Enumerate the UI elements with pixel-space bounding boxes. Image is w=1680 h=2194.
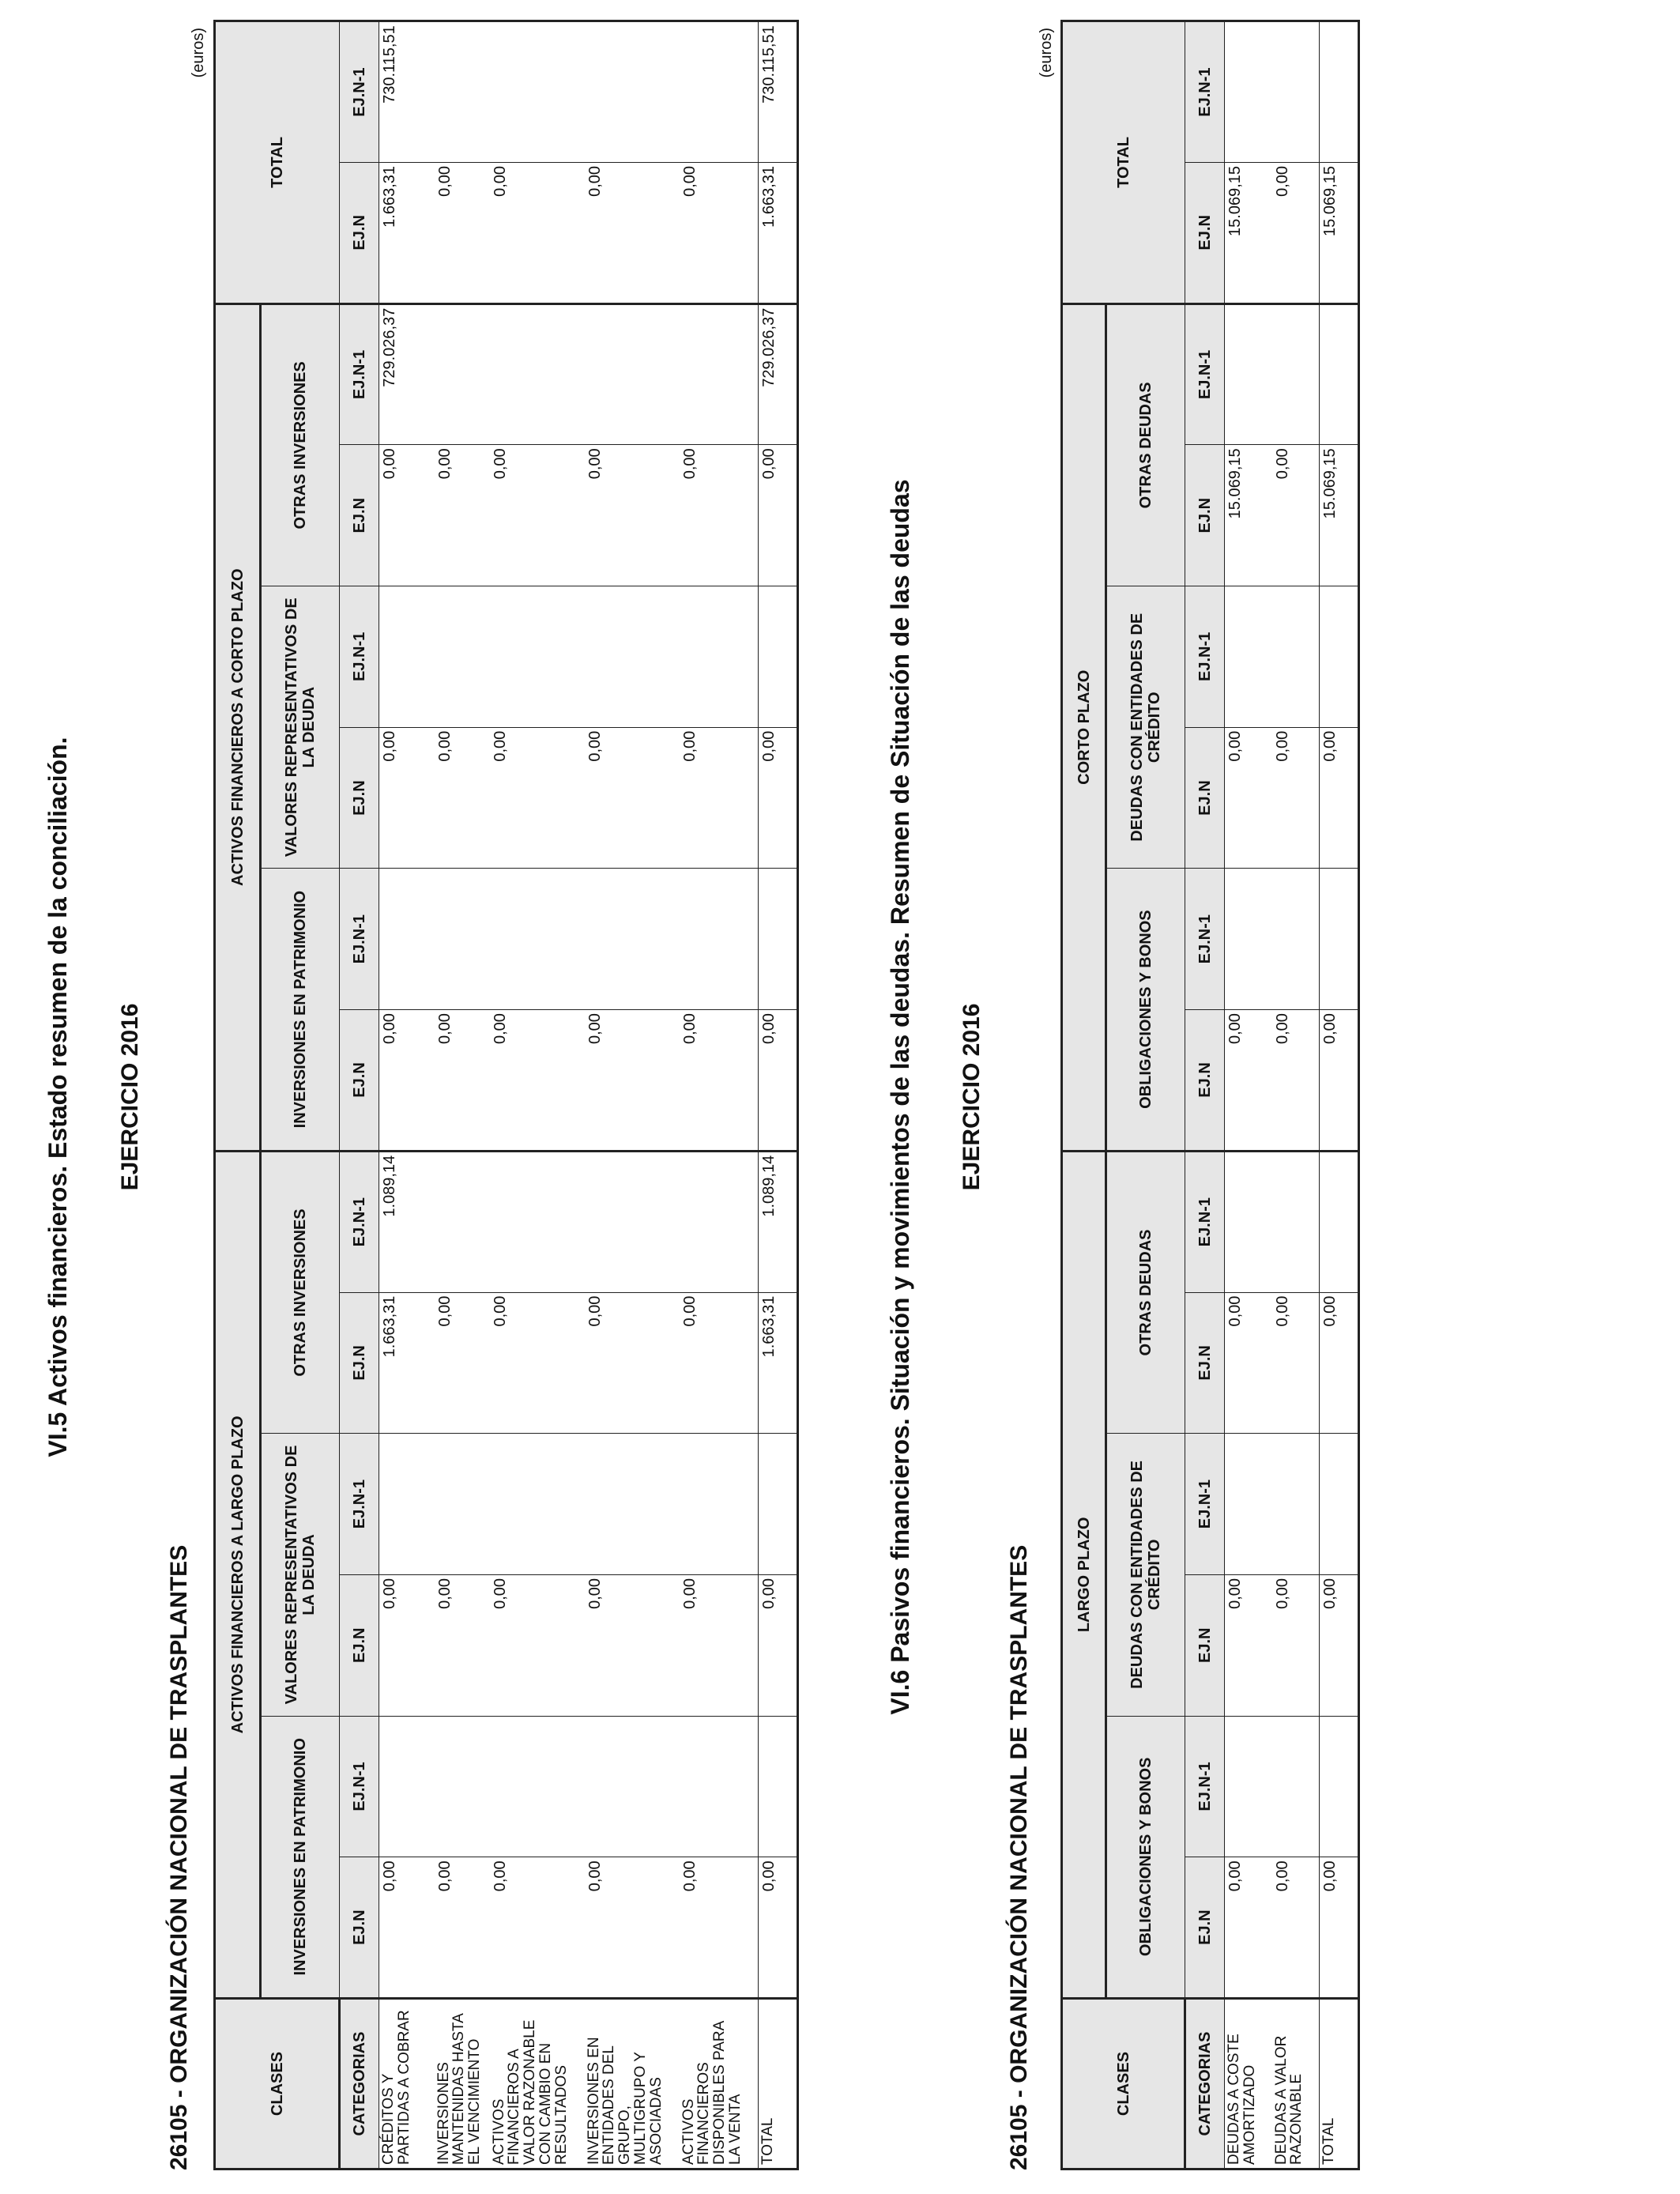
vi6-unit: (euros) — [1038, 28, 1055, 78]
table-cell — [435, 303, 490, 445]
table-cell: 0,00 — [490, 1010, 585, 1152]
table-cell — [585, 303, 680, 445]
ejn-header: EJ.N — [340, 162, 379, 303]
table-cell — [1225, 586, 1272, 728]
table-cell — [490, 1434, 585, 1575]
table-cell: 0,00 — [680, 1857, 759, 1999]
table-cell — [1320, 303, 1359, 445]
table-cell: 0,00 — [680, 1574, 759, 1716]
table-cell — [680, 1151, 759, 1292]
ejn1-header: EJ.N-1 — [340, 303, 379, 445]
table-cell: 0,00 — [1320, 727, 1359, 869]
vi6-cp-deudas-credito: DEUDAS CON ENTIDADES DE CRÉDITO — [1106, 586, 1185, 869]
table-cell — [490, 21, 585, 163]
table-cell — [585, 869, 680, 1010]
vi6-clases-header: CLASES — [1062, 1999, 1185, 2169]
ejn-header: EJ.N — [340, 1010, 379, 1152]
ejn1-header: EJ.N-1 — [340, 1716, 379, 1857]
table-cell — [1320, 21, 1359, 163]
table-cell: 0,00 — [490, 1292, 585, 1434]
row-category: TOTAL — [1320, 1999, 1359, 2169]
table-cell: 0,00 — [759, 445, 798, 586]
ejn1-header: EJ.N-1 — [1185, 1716, 1225, 1857]
table-row — [1272, 21, 1320, 2169]
table-cell: 1.089,14 — [759, 1151, 798, 1292]
table-cell — [1272, 586, 1320, 728]
table-cell: 0,00 — [1272, 1292, 1320, 1434]
table-cell — [759, 1716, 798, 1857]
vi5-table — [213, 20, 799, 2170]
table-cell — [680, 869, 759, 1010]
table-cell: 1.663,31 — [379, 162, 435, 303]
table-row — [759, 21, 798, 2169]
table-cell — [759, 1434, 798, 1575]
table-cell — [585, 1151, 680, 1292]
table-cell: 0,00 — [490, 445, 585, 586]
table-cell — [1225, 1716, 1272, 1857]
vi5-cp-inv-patrimonio: INVERSIONES EN PATRIMONIO — [261, 869, 340, 1151]
vi5-lp-inv-patrimonio: INVERSIONES EN PATRIMONIO — [261, 1716, 340, 1998]
row-category: DEUDAS A VALOR RAZONABLE — [1272, 1999, 1320, 2169]
table-cell: 0,00 — [1225, 1292, 1272, 1434]
table-cell — [680, 586, 759, 728]
table-cell: 0,00 — [490, 1574, 585, 1716]
table-cell: 0,00 — [585, 1010, 680, 1152]
table-cell: 0,00 — [435, 1010, 490, 1152]
table-cell — [1320, 1151, 1359, 1292]
table-row — [490, 21, 585, 2169]
ejn1-header: EJ.N-1 — [340, 586, 379, 728]
vi6-lp-deudas-credito: DEUDAS CON ENTIDADES DE CRÉDITO — [1106, 1434, 1185, 1716]
table-cell — [435, 1716, 490, 1857]
table-cell — [1320, 869, 1359, 1010]
table-cell: 0,00 — [435, 1292, 490, 1434]
table-cell: 0,00 — [680, 445, 759, 586]
ejn1-header: EJ.N-1 — [340, 1151, 379, 1292]
table-cell: 15.069,15 — [1225, 162, 1272, 303]
ejn-header: EJ.N — [1185, 445, 1225, 586]
table-cell — [1320, 1716, 1359, 1857]
ejn-header: EJ.N — [1185, 1292, 1225, 1434]
table-cell: 0,00 — [1272, 1857, 1320, 1999]
table-cell — [1225, 303, 1272, 445]
vi5-cp-otras-inv: OTRAS INVERSIONES — [261, 303, 340, 586]
vi5-cp-valores: VALORES REPRESENTATIVOS DE LA DEUDA — [261, 586, 340, 869]
row-category: INVERSIONES EN ENTIDADES DEL GRUPO, MULTIGRUPO Y ASOCIADAS — [585, 1999, 680, 2169]
table-cell: 0,00 — [1320, 1010, 1359, 1152]
table-cell — [1272, 1434, 1320, 1575]
vi5-corto-header: ACTIVOS FINANCIEROS A CORTO PLAZO — [215, 303, 261, 1151]
table-row — [1225, 21, 1272, 2169]
table-cell: 0,00 — [680, 1010, 759, 1152]
ejn-header: EJ.N — [340, 727, 379, 869]
vi5-largo-header: ACTIVOS FINANCIEROS A LARGO PLAZO — [215, 1151, 261, 1998]
table-cell: 0,00 — [1225, 727, 1272, 869]
table-row — [680, 21, 759, 2169]
table-cell: 0,00 — [1225, 1574, 1272, 1716]
vi6-org: 26105 - ORGANIZACIÓN NACIONAL DE TRASPLANTES — [1006, 1544, 1032, 2170]
table-cell: 0,00 — [379, 1574, 435, 1716]
table-cell: 15.069,15 — [1320, 162, 1359, 303]
vi6-lp-otras-deudas: OTRAS DEUDAS — [1106, 1151, 1185, 1433]
table-cell — [680, 21, 759, 163]
ejn-header: EJ.N — [1185, 1857, 1225, 1999]
table-cell — [435, 21, 490, 163]
vi5-year: EJERCICIO 2016 — [117, 1003, 143, 1191]
table-cell: 729.026,37 — [379, 303, 435, 445]
table-cell: 0,00 — [759, 727, 798, 869]
table-cell: 1.663,31 — [759, 162, 798, 303]
table-cell — [759, 586, 798, 728]
vi6-total-header: TOTAL — [1062, 21, 1185, 303]
table-row — [379, 21, 435, 2169]
table-cell: 0,00 — [435, 1857, 490, 1999]
table-cell: 0,00 — [1272, 445, 1320, 586]
row-category: CRÉDITOS Y PARTIDAS A COBRAR — [379, 1999, 435, 2169]
table-row — [1320, 21, 1359, 2169]
table-cell: 0,00 — [585, 1292, 680, 1434]
table-cell: 0,00 — [680, 1292, 759, 1434]
table-cell: 0,00 — [435, 1574, 490, 1716]
table-cell: 0,00 — [680, 162, 759, 303]
table-cell: 0,00 — [585, 1574, 680, 1716]
table-cell — [1272, 869, 1320, 1010]
vi6-year: EJERCICIO 2016 — [959, 1003, 985, 1191]
table-cell — [1320, 1434, 1359, 1575]
row-category: INVERSIONES MANTENIDAS HASTA EL VENCIMIENTO — [435, 1999, 490, 2169]
table-cell — [759, 869, 798, 1010]
ejn1-header: EJ.N-1 — [1185, 586, 1225, 728]
vi5-total-header: TOTAL — [215, 21, 340, 303]
table-cell: 0,00 — [585, 1857, 680, 1999]
table-cell: 0,00 — [490, 162, 585, 303]
table-cell: 0,00 — [1225, 1010, 1272, 1152]
ejn1-header: EJ.N-1 — [340, 21, 379, 163]
table-cell: 730.115,51 — [759, 21, 798, 163]
table-cell — [435, 1434, 490, 1575]
table-cell — [1272, 303, 1320, 445]
vi5-title: VI.5 Activos financieros. Estado resumen de la conciliación. — [43, 737, 72, 1457]
vi6-table — [1060, 20, 1360, 2170]
table-cell — [680, 303, 759, 445]
ejn-header: EJ.N — [1185, 162, 1225, 303]
ejn-header: EJ.N — [340, 1292, 379, 1434]
table-cell: 0,00 — [379, 1010, 435, 1152]
table-cell: 0,00 — [585, 162, 680, 303]
vi6-lp-obligaciones: OBLIGACIONES Y BONOS — [1106, 1716, 1185, 1998]
row-category: DEUDAS A COSTE AMORTIZADO — [1225, 1999, 1272, 2169]
table-cell — [680, 1434, 759, 1575]
table-cell: 0,00 — [1272, 1010, 1320, 1152]
table-cell — [379, 1434, 435, 1575]
ejn1-header: EJ.N-1 — [1185, 1151, 1225, 1292]
table-cell — [1320, 586, 1359, 728]
ejn-header: EJ.N — [1185, 727, 1225, 869]
ejn1-header: EJ.N-1 — [1185, 21, 1225, 163]
table-cell: 0,00 — [585, 727, 680, 869]
table-cell — [585, 21, 680, 163]
table-cell: 0,00 — [759, 1574, 798, 1716]
vi5-clases-header: CLASES — [215, 1999, 340, 2169]
table-cell — [680, 1716, 759, 1857]
vi6-categorias-header: CATEGORIAS — [1185, 1999, 1225, 2169]
vi6-cp-otras-deudas: OTRAS DEUDAS — [1106, 303, 1185, 586]
table-cell: 1.663,31 — [379, 1292, 435, 1434]
vi5-lp-valores: VALORES REPRESENTATIVOS DE LA DEUDA — [261, 1434, 340, 1716]
table-cell: 0,00 — [435, 727, 490, 869]
table-cell — [585, 1716, 680, 1857]
vi5-org: 26105 - ORGANIZACIÓN NACIONAL DE TRASPLANTES — [166, 1544, 192, 2170]
ejn1-header: EJ.N-1 — [1185, 303, 1225, 445]
table-cell — [490, 869, 585, 1010]
table-cell — [435, 1151, 490, 1292]
ejn-header: EJ.N — [340, 1857, 379, 1999]
table-cell — [585, 586, 680, 728]
table-cell: 0,00 — [1272, 1574, 1320, 1716]
vi6-title: VI.6 Pasivos financieros. Situación y movimientos de las deudas. Resumen de Situación de las deudas — [886, 479, 914, 1715]
table-cell — [585, 1434, 680, 1575]
vi6-cp-obligaciones: OBLIGACIONES Y BONOS — [1106, 869, 1185, 1151]
row-category: ACTIVOS FINANCIEROS A VALOR RAZONABLE CON CAMBIO EN RESULTADOS — [490, 1999, 585, 2169]
table-cell: 1.089,14 — [379, 1151, 435, 1292]
table-cell: 1.663,31 — [759, 1292, 798, 1434]
table-cell — [1272, 1151, 1320, 1292]
table-cell: 0,00 — [435, 162, 490, 303]
table-cell — [379, 586, 435, 728]
table-cell — [1272, 1716, 1320, 1857]
ejn1-header: EJ.N-1 — [1185, 869, 1225, 1010]
table-cell: 0,00 — [759, 1857, 798, 1999]
table-cell: 0,00 — [1272, 727, 1320, 869]
table-cell: 0,00 — [759, 1010, 798, 1152]
table-cell: 0,00 — [490, 727, 585, 869]
table-cell — [490, 1716, 585, 1857]
vi5-categorias-header: CATEGORIAS — [340, 1999, 379, 2169]
table-cell: 15.069,15 — [1320, 445, 1359, 586]
row-category: ACTIVOS FINANCIEROS DISPONIBLES PARA LA VENTA — [680, 1999, 759, 2169]
table-row — [435, 21, 490, 2169]
table-cell: 0,00 — [435, 445, 490, 586]
table-cell — [379, 869, 435, 1010]
table-cell: 0,00 — [379, 727, 435, 869]
table-cell: 0,00 — [1272, 162, 1320, 303]
table-cell: 0,00 — [1320, 1292, 1359, 1434]
table-cell — [1225, 869, 1272, 1010]
ejn-header: EJ.N — [340, 445, 379, 586]
ejn-header: EJ.N — [1185, 1010, 1225, 1152]
table-cell: 0,00 — [1320, 1574, 1359, 1716]
table-cell: 0,00 — [680, 727, 759, 869]
ejn1-header: EJ.N-1 — [340, 869, 379, 1010]
table-cell — [490, 1151, 585, 1292]
vi6-largo-header: LARGO PLAZO — [1062, 1151, 1106, 1998]
table-row — [585, 21, 680, 2169]
ejn-header: EJ.N — [1185, 1574, 1225, 1716]
table-cell: 729.026,37 — [759, 303, 798, 445]
table-cell: 0,00 — [1320, 1857, 1359, 1999]
ejn-header: EJ.N — [340, 1574, 379, 1716]
table-cell — [490, 586, 585, 728]
section-vi6 — [840, 0, 1680, 2194]
table-cell — [1272, 21, 1320, 163]
table-cell — [490, 303, 585, 445]
table-cell: 0,00 — [585, 445, 680, 586]
table-cell: 0,00 — [379, 1857, 435, 1999]
table-cell: 0,00 — [379, 445, 435, 586]
table-cell: 15.069,15 — [1225, 445, 1272, 586]
table-cell: 730.115,51 — [379, 21, 435, 163]
table-cell — [1225, 21, 1272, 163]
table-cell — [435, 869, 490, 1010]
table-cell: 0,00 — [490, 1857, 585, 1999]
ejn1-header: EJ.N-1 — [340, 1434, 379, 1575]
row-category: TOTAL — [759, 1999, 798, 2169]
table-cell — [1225, 1151, 1272, 1292]
table-cell — [1225, 1434, 1272, 1575]
vi6-corto-header: CORTO PLAZO — [1062, 303, 1106, 1151]
vi5-lp-otras-inv: OTRAS INVERSIONES — [261, 1151, 340, 1433]
table-cell — [435, 586, 490, 728]
vi5-unit: (euros) — [190, 28, 207, 78]
table-cell — [379, 1716, 435, 1857]
ejn1-header: EJ.N-1 — [1185, 1434, 1225, 1575]
table-cell: 0,00 — [1225, 1857, 1272, 1999]
